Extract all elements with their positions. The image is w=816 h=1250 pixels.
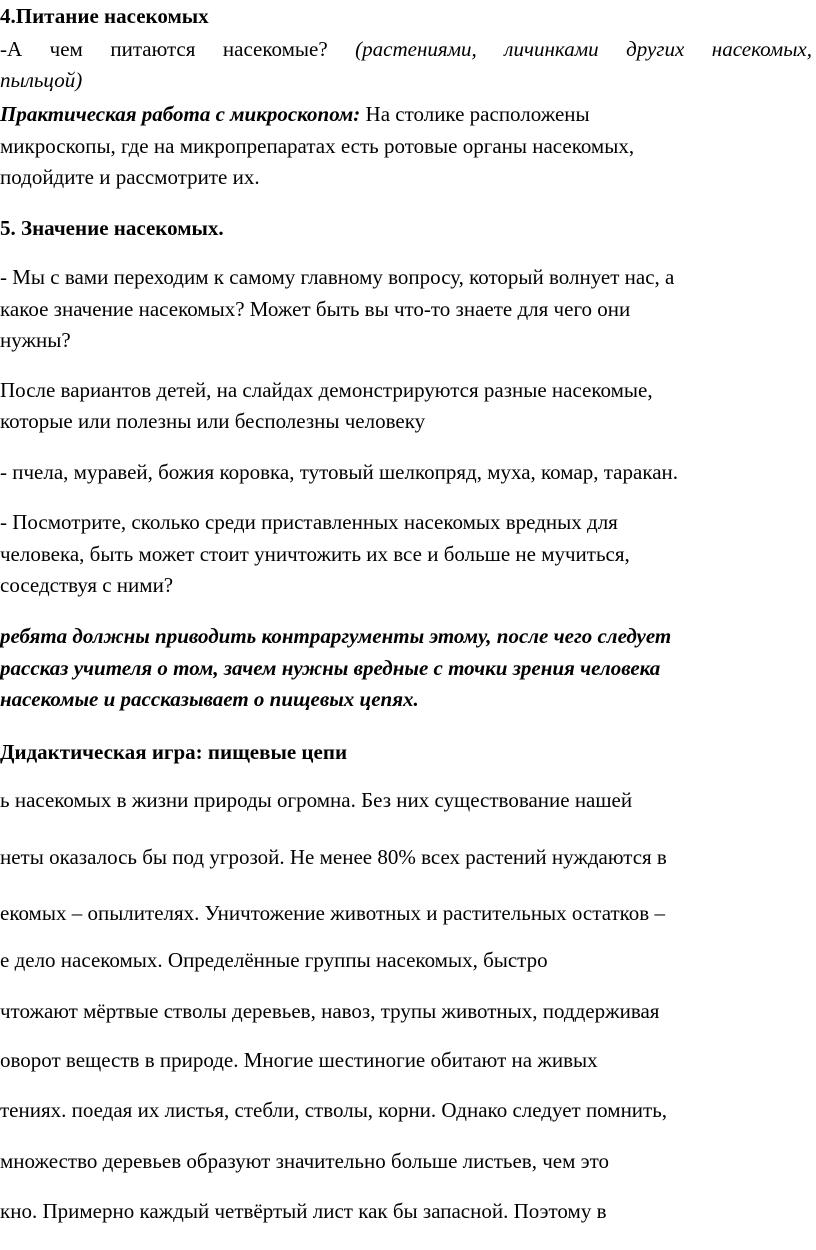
practical-work-line-2: микроскопы, где на микропрепаратах есть ротовые органы насекомых, xyxy=(0,134,635,158)
game-text-line: тениях. поедая их листья, стебли, стволы, корни. Однако следует помнить, xyxy=(0,1098,668,1122)
practical-work-line xyxy=(0,101,590,127)
section-4-heading: 4.Питание насекомых xyxy=(0,4,209,28)
game-text-line: екомых – опылителях. Уничтожение животных и растительных остатков – xyxy=(0,901,665,925)
question-text: -А чем питаются насекомые? xyxy=(0,37,356,61)
practical-work-text: На столике расположены xyxy=(360,102,590,126)
paragraph-line: - Посмотрите, сколько среди приставленных насекомых вредных для xyxy=(0,510,618,534)
game-text-line: оворот веществ в природе. Многие шестиногие обитают на живых xyxy=(0,1048,598,1072)
paragraph-line: соседствуя с ними? xyxy=(0,573,174,597)
game-text-line: множество деревьев образуют значительно больше листьев, чем это xyxy=(0,1149,610,1173)
section-4-question-line xyxy=(0,36,812,62)
game-text-line: кно. Примерно каждый четвёртый лист как бы запасной. Поэтому в xyxy=(0,1199,607,1223)
paragraph-line: какое значение насекомых? Может быть вы что-то знаете для чего они xyxy=(0,297,631,321)
game-text-line: неты оказалось бы под угрозой. Не менее 80% всех растений нуждаются в xyxy=(0,845,667,869)
answer-text: (растениями, личинками других насекомых, xyxy=(355,37,812,61)
paragraph-line: - Мы с вами переходим к самому главному вопросу, который волнует нас, а xyxy=(0,265,675,289)
insect-list-line: - пчела, муравей, божия коровка, тутовый шелкопряд, муха, комар, таракан. xyxy=(0,460,679,484)
paragraph-line: человека, быть может стоит уничтожить их все и больше не мучиться, xyxy=(0,542,630,566)
section-5-heading: 5. Значение насекомых. xyxy=(0,216,224,240)
game-text-line: ь насекомых в жизни природы огромна. Без них существование нашей xyxy=(0,788,633,812)
game-heading: Дидактическая игра: пищевые цепи xyxy=(0,740,348,764)
paragraph-line: нужны? xyxy=(0,328,71,352)
game-text-line: чтожают мёртвые стволы деревьев, навоз, трупы животных, поддерживая xyxy=(0,999,660,1023)
paragraph-line: которые или полезны или бесполезны человеку xyxy=(0,409,426,433)
practical-work-line-3: подойдите и рассмотрите их. xyxy=(0,165,260,189)
answer-continuation: пыльцой) xyxy=(0,68,83,92)
game-text-line: е дело насекомых. Определённые группы насекомых, быстро xyxy=(0,948,548,972)
teacher-note-line: насекомые и рассказывает о пищевых цепях. xyxy=(0,687,419,711)
teacher-note-line: рассказ учителя о том, зачем нужны вредные с точки зрения человека xyxy=(0,656,661,680)
teacher-note-line: ребята должны приводить контраргументы этому, после чего следует xyxy=(0,624,672,648)
paragraph-line: После вариантов детей, на слайдах демонстрируются разные насекомые, xyxy=(0,378,653,402)
practical-work-label: Практическая работа с микроскопом: xyxy=(0,102,361,126)
